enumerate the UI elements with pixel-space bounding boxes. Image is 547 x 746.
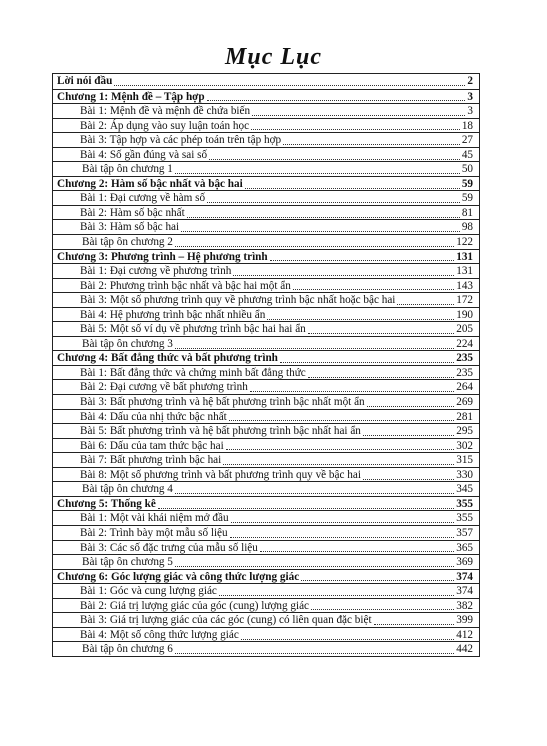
toc-dot-leader: [260, 542, 454, 552]
toc-dot-leader: [245, 179, 460, 189]
toc-page-number: 3: [467, 90, 473, 103]
toc-page-number: 59: [461, 177, 473, 190]
toc-entry-title: Bài 1: Mệnh đề và mệnh đề chứa biến: [80, 105, 251, 118]
toc-entry-title: Bài 3: Các số đặc trưng của mẫu số liệu: [80, 541, 258, 554]
toc-entry-title: Bài 1: Bất đẳng thức và chứng minh bất đẳng thức: [80, 366, 306, 379]
toc-dot-leader: [252, 106, 465, 116]
toc-lesson-row: [53, 132, 479, 147]
toc-dot-leader: [267, 310, 454, 320]
toc-entry-title: Bài 2: Áp dụng vào suy luận toán học: [80, 119, 250, 132]
toc-dot-leader: [158, 499, 454, 509]
toc-page-number: 412: [456, 628, 473, 641]
toc-dot-leader: [374, 615, 455, 625]
toc-page-number: 330: [456, 468, 473, 481]
toc-lesson-row: [53, 263, 479, 278]
toc-entry-title: Bài 4: Số gần đúng và sai số: [80, 148, 208, 161]
toc-dot-leader: [283, 135, 460, 145]
toc-entry-title: Bài 7: Bất phương trình bậc hai: [80, 454, 222, 467]
toc-lesson-row: [53, 423, 479, 438]
toc-entry-title: Bài tập ôn chương 1: [82, 163, 173, 176]
toc-lesson-row: [53, 481, 479, 496]
toc-entry-title: Bài 1: Đại cương về phương trình: [80, 265, 232, 278]
toc-page-number: 399: [456, 614, 473, 627]
toc-dot-leader: [181, 222, 460, 232]
toc-dot-leader: [301, 571, 454, 581]
toc-lesson-row: [53, 554, 479, 569]
toc-page-number: 45: [461, 148, 473, 161]
toc-entry-title: Bài tập ôn chương 5: [82, 556, 173, 569]
toc-entry-title: Bài 2: Hàm số bậc nhất: [80, 206, 185, 219]
toc-lesson-row: [53, 103, 479, 118]
toc-page-number: 315: [456, 454, 473, 467]
toc-page-number: 205: [456, 323, 473, 336]
toc-entry-title: Bài tập ôn chương 2: [82, 236, 173, 249]
toc-entry-title: Bài 1: Đại cương về hàm số: [80, 192, 206, 205]
toc-dot-leader: [175, 164, 460, 174]
toc-dot-leader: [175, 484, 454, 494]
toc-entry-title: Lời nói đầu: [57, 75, 113, 87]
toc-entry-title: Bài 4: Hệ phương trình bậc nhất nhiều ẩn: [80, 308, 266, 321]
toc-lesson-row: [53, 525, 479, 540]
toc-entry-title: Chương 1: Mệnh đề – Tập hợp: [57, 90, 205, 103]
toc-entry-title: Bài tập ôn chương 3: [82, 337, 173, 350]
toc-lesson-row: [53, 612, 479, 627]
toc-page-number: 2: [467, 75, 473, 87]
toc-entry-title: Bài 5: Một số ví dụ về phương trình bậc hai hai ẩn: [80, 323, 306, 336]
toc-dot-leader: [209, 150, 460, 160]
toc-dot-leader: [311, 600, 454, 610]
toc-chapter-row: [53, 496, 479, 511]
toc-lesson-row: [53, 205, 479, 220]
toc-dot-leader: [363, 426, 454, 436]
toc-page-number: 27: [461, 134, 473, 147]
toc-lesson-row: [53, 583, 479, 598]
toc-lesson-row: [53, 118, 479, 133]
toc-lesson-row: [53, 292, 479, 307]
toc-page-number: 143: [456, 279, 473, 292]
toc-entry-title: Bài tập ôn chương 6: [82, 643, 173, 656]
toc-page-number: 374: [456, 570, 473, 583]
toc-entry-title: Chương 6: Góc lượng giác và công thức lượng giác: [57, 570, 300, 583]
toc-entry-title: Bài tập ôn chương 4: [82, 483, 173, 496]
toc-entry-title: Bài 3: Bất phương trình và hệ bất phương trình bậc nhất một ẩn: [80, 396, 365, 409]
toc-chapter-row: [53, 89, 479, 104]
toc-entry-title: Chương 2: Hàm số bậc nhất và bậc hai: [57, 177, 243, 190]
toc-entry-title: Chương 3: Phương trình – Hệ phương trình: [57, 250, 268, 263]
toc-page-number: 442: [456, 643, 473, 656]
toc-page-number: 235: [456, 366, 473, 379]
toc-dot-leader: [241, 630, 454, 640]
toc-page-number: 50: [461, 163, 473, 176]
toc-dot-leader: [226, 440, 455, 450]
toc-lesson-row: [53, 540, 479, 555]
toc-entry-title: Bài 2: Trình bày một mẫu số liệu: [80, 526, 228, 539]
toc-page-number: 122: [456, 236, 473, 249]
toc-lesson-row: [53, 379, 479, 394]
toc-lesson-row: [53, 336, 479, 351]
toc-page-number: 81: [461, 206, 473, 219]
toc-dot-leader: [308, 368, 454, 378]
toc-dot-leader: [230, 528, 455, 538]
toc-page-number: 355: [456, 497, 473, 510]
page-title: Mục Lục: [225, 44, 322, 70]
toc-dot-leader: [219, 586, 454, 596]
toc-page-number: 98: [461, 221, 473, 234]
toc-chapter-row: [53, 176, 479, 191]
toc-lesson-row: [53, 438, 479, 453]
toc-page-number: 295: [456, 425, 473, 438]
toc-page-number: 345: [456, 483, 473, 496]
toc-lesson-row: [53, 321, 479, 336]
toc-entry-title: Bài 3: Hàm số bậc hai: [80, 221, 180, 234]
toc-entry-title: Bài 2: Giá trị lượng giác của góc (cung) lượng giác: [80, 599, 309, 612]
toc-dot-leader: [231, 513, 455, 523]
toc-dot-leader: [280, 353, 454, 363]
toc-page-number: 59: [461, 192, 473, 205]
toc-dot-leader: [229, 411, 454, 421]
toc-entry-title: Bài 4: Một số công thức lượng giác: [80, 628, 239, 641]
toc-dot-leader: [223, 455, 454, 465]
toc-lesson-row: [53, 219, 479, 234]
toc-dot-leader: [114, 76, 465, 86]
toc-entry-title: Bài 4: Dấu của nhị thức bậc nhất: [80, 410, 227, 423]
toc-lesson-row: [53, 641, 479, 656]
toc-dot-leader: [207, 193, 460, 203]
toc-lesson-row: [53, 365, 479, 380]
toc-lesson-row: [53, 598, 479, 613]
toc-page-number: 235: [456, 352, 473, 365]
toc-page-number: 3: [467, 105, 473, 118]
toc-dot-leader: [175, 644, 454, 654]
toc-lesson-row: [53, 278, 479, 293]
toc-page-number: 365: [456, 541, 473, 554]
toc-page-number: 18: [461, 119, 473, 132]
toc-page-number: 224: [456, 337, 473, 350]
toc-page-number: 374: [456, 585, 473, 598]
toc-entry-title: Bài 3: Một số phương trình quy về phương trình bậc nhất hoặc bậc hai: [80, 294, 396, 307]
toc-dot-leader: [250, 382, 454, 392]
toc-dot-leader: [251, 120, 460, 130]
toc-lesson-row: [53, 234, 479, 249]
toc-chapter-row: [53, 74, 479, 89]
toc-lesson-row: [53, 627, 479, 642]
toc-page-number: 190: [456, 308, 473, 321]
toc-page-number: 131: [456, 250, 473, 263]
toc-lesson-row: [53, 510, 479, 525]
toc-entry-title: Chương 5: Thống kê: [57, 497, 156, 510]
toc-page-number: 269: [456, 396, 473, 409]
toc-dot-leader: [175, 237, 454, 247]
toc-page-number: 131: [456, 265, 473, 278]
toc-dot-leader: [363, 470, 454, 480]
toc-dot-leader: [367, 397, 455, 407]
toc-entry-title: Chương 4: Bất đẳng thức và bất phương trình: [57, 352, 278, 365]
toc-lesson-row: [53, 190, 479, 205]
toc-dot-leader: [397, 295, 454, 305]
table-of-contents: [52, 73, 480, 657]
toc-chapter-row: [53, 249, 479, 264]
toc-page-number: 172: [456, 294, 473, 307]
toc-dot-leader: [308, 324, 454, 334]
toc-page-number: 264: [456, 381, 473, 394]
toc-page-number: 382: [456, 599, 473, 612]
toc-entry-title: Bài 3: Giá trị lượng giác của các góc (cung) có liên quan đặc biệt: [80, 614, 372, 627]
toc-entry-title: Bài 2: Đại cương về bất phương trình: [80, 381, 248, 394]
toc-entry-title: Bài 2: Phương trình bậc nhất và bậc hai một ẩn: [80, 279, 291, 292]
toc-entry-title: Bài 1: Góc và cung lượng giác: [80, 585, 217, 598]
toc-lesson-row: [53, 467, 479, 482]
toc-entry-title: Bài 6: Dấu của tam thức bậc hai: [80, 439, 224, 452]
toc-dot-leader: [187, 208, 460, 218]
toc-entry-title: Bài 1: Một vài khái niệm mở đầu: [80, 512, 229, 525]
toc-chapter-row: [53, 569, 479, 584]
toc-dot-leader: [207, 91, 466, 101]
toc-dot-leader: [175, 339, 454, 349]
toc-page-number: 302: [456, 439, 473, 452]
toc-page-number: 355: [456, 512, 473, 525]
toc-lesson-row: [53, 394, 479, 409]
toc-entry-title: Bài 3: Tập hợp và các phép toán trên tập hợp: [80, 134, 282, 147]
toc-lesson-row: [53, 161, 479, 176]
toc-dot-leader: [175, 557, 454, 567]
toc-lesson-row: [53, 452, 479, 467]
toc-lesson-row: [53, 147, 479, 162]
toc-dot-leader: [293, 280, 454, 290]
toc-entry-title: Bài 5: Bất phương trình và hệ bất phương trình bậc nhất hai ẩn: [80, 425, 361, 438]
toc-chapter-row: [53, 350, 479, 365]
toc-page-number: 357: [456, 526, 473, 539]
toc-entry-title: Bài 8: Một số phương trình và bất phương trình quy về bậc hai: [80, 468, 361, 481]
toc-page-number: 281: [456, 410, 473, 423]
toc-dot-leader: [233, 266, 454, 276]
toc-page-number: 369: [456, 556, 473, 569]
toc-dot-leader: [270, 251, 455, 261]
toc-lesson-row: [53, 307, 479, 322]
toc-lesson-row: [53, 409, 479, 424]
